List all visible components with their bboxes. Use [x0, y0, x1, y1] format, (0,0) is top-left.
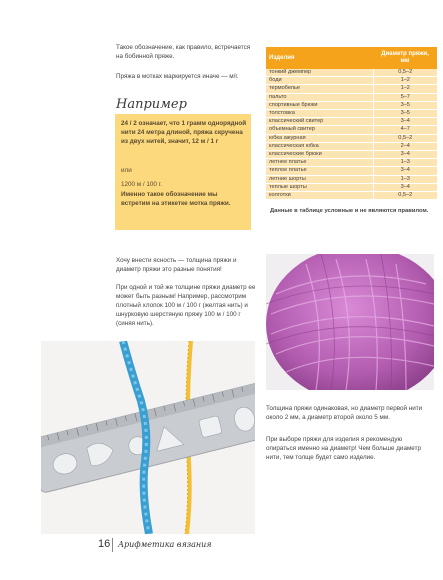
example-heading: Например — [116, 97, 187, 112]
table-cell-item: объемный свитер — [266, 126, 373, 134]
table-cell-diameter: 1–2 — [373, 77, 437, 85]
table-row — [266, 101, 437, 109]
footer-title: Арифметика вязания — [118, 540, 212, 549]
example-box — [115, 114, 251, 230]
table-cell-item: теплое платье — [266, 167, 373, 175]
mid-paragraph-1: Хочу внести ясность — толщина пряжи и диаметр пряжи это разные понятия! — [116, 257, 237, 273]
example-line-1: 24 / 2 означает, что 1 грамм однорядной нити 24 метра длиной, пряжа скручена из двух нитей, значит, 12 м / 1 г — [121, 120, 247, 145]
table-cell-item: толстовка — [266, 110, 373, 118]
example-or: или — [121, 167, 132, 174]
table-row — [266, 134, 437, 142]
table-header-diameter: Диаметр пряжи, мм — [373, 47, 437, 69]
table-cell-item: пальто — [266, 93, 373, 101]
table-row — [266, 142, 437, 150]
page-number: 16 — [98, 538, 111, 550]
footer-divider — [112, 538, 113, 552]
table-row — [266, 159, 437, 167]
table-cell-item: тонкий джемпер — [266, 69, 373, 77]
table-cell-diameter: 3–4 — [373, 118, 437, 126]
table-cell-diameter: 4–7 — [373, 126, 437, 134]
intro-paragraph-1: Такое обозначение, как правило, встречается на бобинной пряже. — [116, 44, 251, 60]
yarn-ball-photo — [266, 254, 434, 390]
intro-paragraph-2: Пряжа в мотках маркируется иначе — м/г. — [116, 73, 239, 80]
table-cell-item: термобелье — [266, 85, 373, 93]
table-cell-diameter: 0,5–2 — [373, 192, 437, 200]
table-row — [266, 69, 437, 77]
table-cell-item: колготки — [266, 192, 373, 200]
right-paragraph-1: Толщина пряжи одинаковая, но диаметр первой нити около 2 мм, а диаметр второй около 5 мм. — [266, 405, 423, 421]
table-cell-diameter: 5–7 — [373, 93, 437, 101]
table-cell-diameter: 3–4 — [373, 167, 437, 175]
table-row — [266, 183, 437, 191]
table-row — [266, 126, 437, 134]
table-cell-diameter: 1–3 — [373, 159, 437, 167]
ruler-yarn-photo — [41, 341, 255, 534]
table-row — [266, 93, 437, 101]
table-cell-diameter: 3–5 — [373, 110, 437, 118]
table-cell-diameter: 0,5–2 — [373, 69, 437, 77]
table-row — [266, 192, 437, 200]
table-row — [266, 85, 437, 93]
table-cell-item: спортивные брюки — [266, 101, 373, 109]
table-header-item: Изделия — [266, 47, 373, 69]
table-cell-item: летнее платье — [266, 159, 373, 167]
table-row — [266, 118, 437, 126]
table-row — [266, 77, 437, 85]
table-row — [266, 110, 437, 118]
table-cell-item: классическая юбка — [266, 142, 373, 150]
table-cell-diameter: 3–4 — [373, 151, 437, 159]
example-line-3: Именно такое обозначение мы встретим на этикетке мотка пряжи. — [121, 191, 231, 207]
table-row — [266, 167, 437, 175]
table-cell-diameter: 3–4 — [373, 183, 437, 191]
table-note: Данные в таблице условные и не являются правилом. — [270, 208, 429, 214]
table-cell-item: летние шорты — [266, 175, 373, 183]
table-cell-diameter: 2–4 — [373, 142, 437, 150]
table-cell-item: боди — [266, 77, 373, 85]
table-cell-item: юбка ажурная — [266, 134, 373, 142]
table-row — [266, 151, 437, 159]
table-cell-diameter: 1–3 — [373, 175, 437, 183]
table-cell-item: теплые шорты — [266, 183, 373, 191]
mid-paragraph-2: При одной и той же толщине пряжи диаметр ее может быть разным! Например, рассмотрим плотный хлопок 100 м / 100 г (желтая нить) и шнурковую шерстяную пряжу 100 м / 100 г (синяя нить). — [116, 284, 256, 327]
yarn-diameter-table — [266, 47, 437, 200]
table-cell-item: классический свитер — [266, 118, 373, 126]
right-paragraph-2: При выборе пряжи для изделия я рекомендую опираться именно на диаметр! Чем больше диаметр нити, тем толще будет само изделие. — [266, 436, 421, 461]
example-line-2: 1200 м / 100 г. — [121, 181, 162, 188]
table-cell-diameter: 3–5 — [373, 101, 437, 109]
table-row — [266, 175, 437, 183]
table-cell-diameter: 0,5–2 — [373, 134, 437, 142]
table-cell-diameter: 1–2 — [373, 85, 437, 93]
table-cell-item: классические брюки — [266, 151, 373, 159]
